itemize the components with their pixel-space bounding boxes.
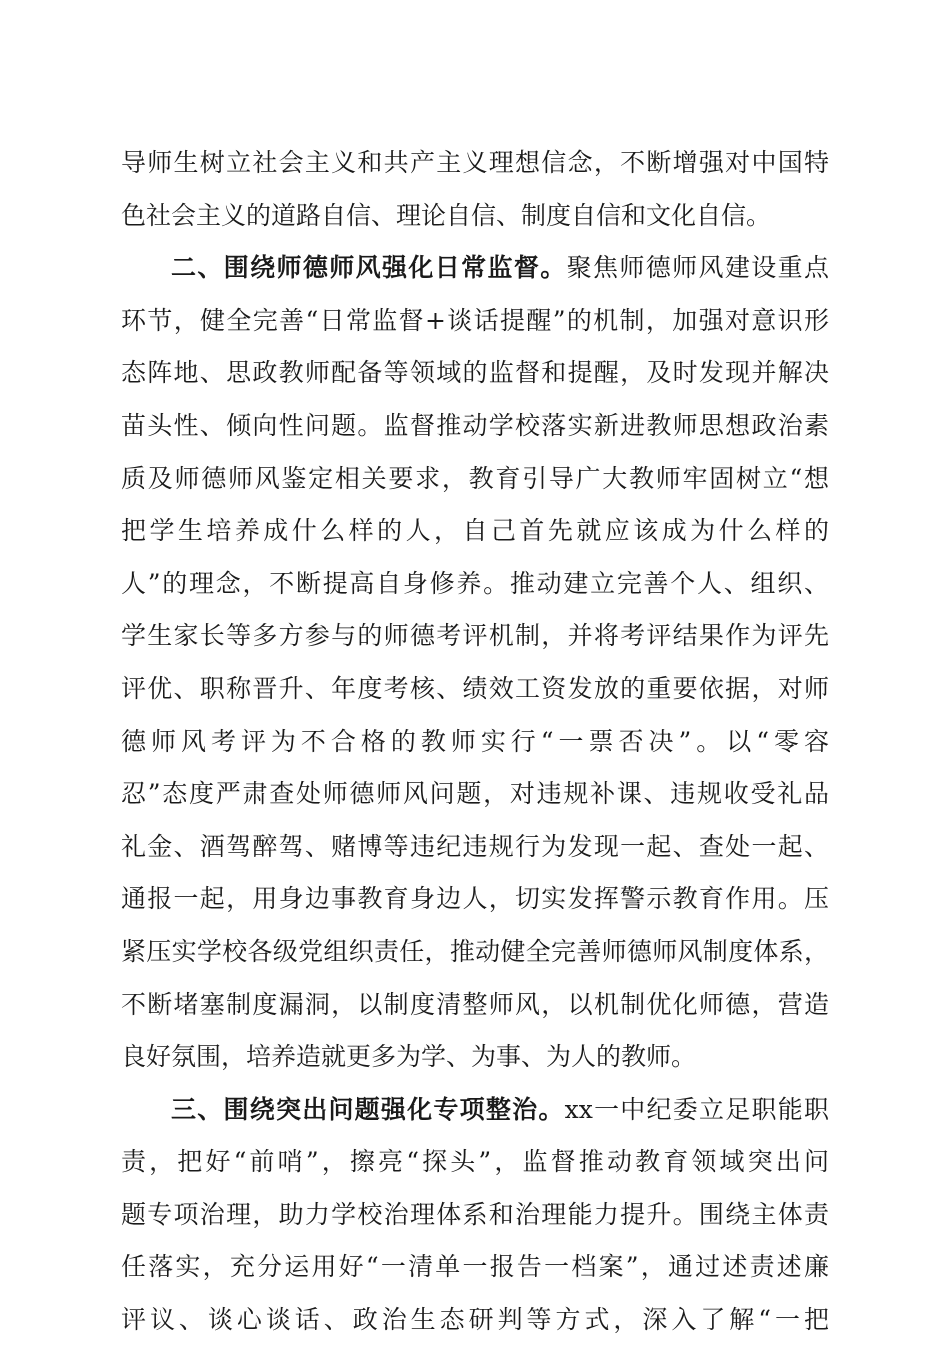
text-line: 评优、职称晋升、年度考核、绩效工资发放的重要依据，对师 [121, 673, 829, 703]
text-line: 评议、谈心谈话、政治生态研判等方式，深入了解“一把 [121, 1305, 829, 1335]
text-line: 紧压实学校各级党组织责任，推动健全完善师德师风制度体系， [121, 936, 829, 966]
text-line: 任落实，充分运用好“一清单一报告一档案”，通过述责述廉 [121, 1252, 829, 1282]
text-line: 苗头性、倾向性问题。监督推动学校落实新进教师思想政治素 [121, 410, 829, 440]
text-line: 良好氛围，培养造就更多为学、为事、为人的教师。 [121, 1042, 697, 1072]
document-page [121, 143, 829, 1353]
text-line: 不断堵塞制度漏洞，以制度清整师风，以机制优化师德，营造 [121, 989, 829, 1019]
text-line: 态阵地、思政教师配备等领域的监督和提醒，及时发现并解决 [121, 358, 829, 388]
text-line: 责，把好“前哨”，擦亮“探头”，监督推动教育领域突出问 [121, 1147, 829, 1177]
paragraph-3 [121, 1090, 829, 1353]
text-line: 环节，健全完善“日常监督+谈话提醒”的机制，加强对意识形 [121, 305, 829, 335]
section-heading: 三、围绕突出问题强化专项整治。 [171, 1094, 565, 1124]
paragraph-first-line [121, 1090, 829, 1143]
text-line: 把学生培养成什么样的人，自己首先就应该成为什么样的 [121, 516, 829, 546]
paragraph-2 [121, 248, 829, 1090]
paragraph-1 [121, 143, 829, 248]
paragraph-first-line [121, 248, 829, 301]
text-run: xx一中纪委立足职能职 [564, 1094, 829, 1124]
text-line: 通报一起，用身边事教育身边人，切实发挥警示教育作用。压 [121, 884, 829, 914]
text-line: 礼金、酒驾醉驾、赌博等违纪违规行为发现一起、查处一起、 [121, 831, 829, 861]
text-line: 德师风考评为不合格的教师实行“一票否决”。以“零容 [121, 726, 829, 756]
text-line: 学生家长等多方参与的师德考评机制，并将考评结果作为评先 [121, 621, 829, 651]
text-line: 忍”态度严肃查处师德师风问题，对违规补课、违规收受礼品 [121, 779, 829, 809]
text-run: 聚焦师德师风建设重点 [566, 253, 829, 283]
text-line: 人”的理念，不断提高自身修养。推动建立完善个人、组织、 [121, 568, 829, 598]
text-line: 题专项治理，助力学校治理体系和治理能力提升。围绕主体责 [121, 1199, 829, 1229]
text-line: 色社会主义的道路自信、理论自信、制度自信和文化自信。 [121, 200, 772, 230]
text-line: 导师生树立社会主义和共产主义理想信念，不断增强对中国特 [121, 148, 829, 177]
section-heading: 二、围绕师德师风强化日常监督。 [171, 253, 567, 283]
text-line: 质及师德师风鉴定相关要求，教育引导广大教师牢固树立“想 [121, 463, 829, 493]
